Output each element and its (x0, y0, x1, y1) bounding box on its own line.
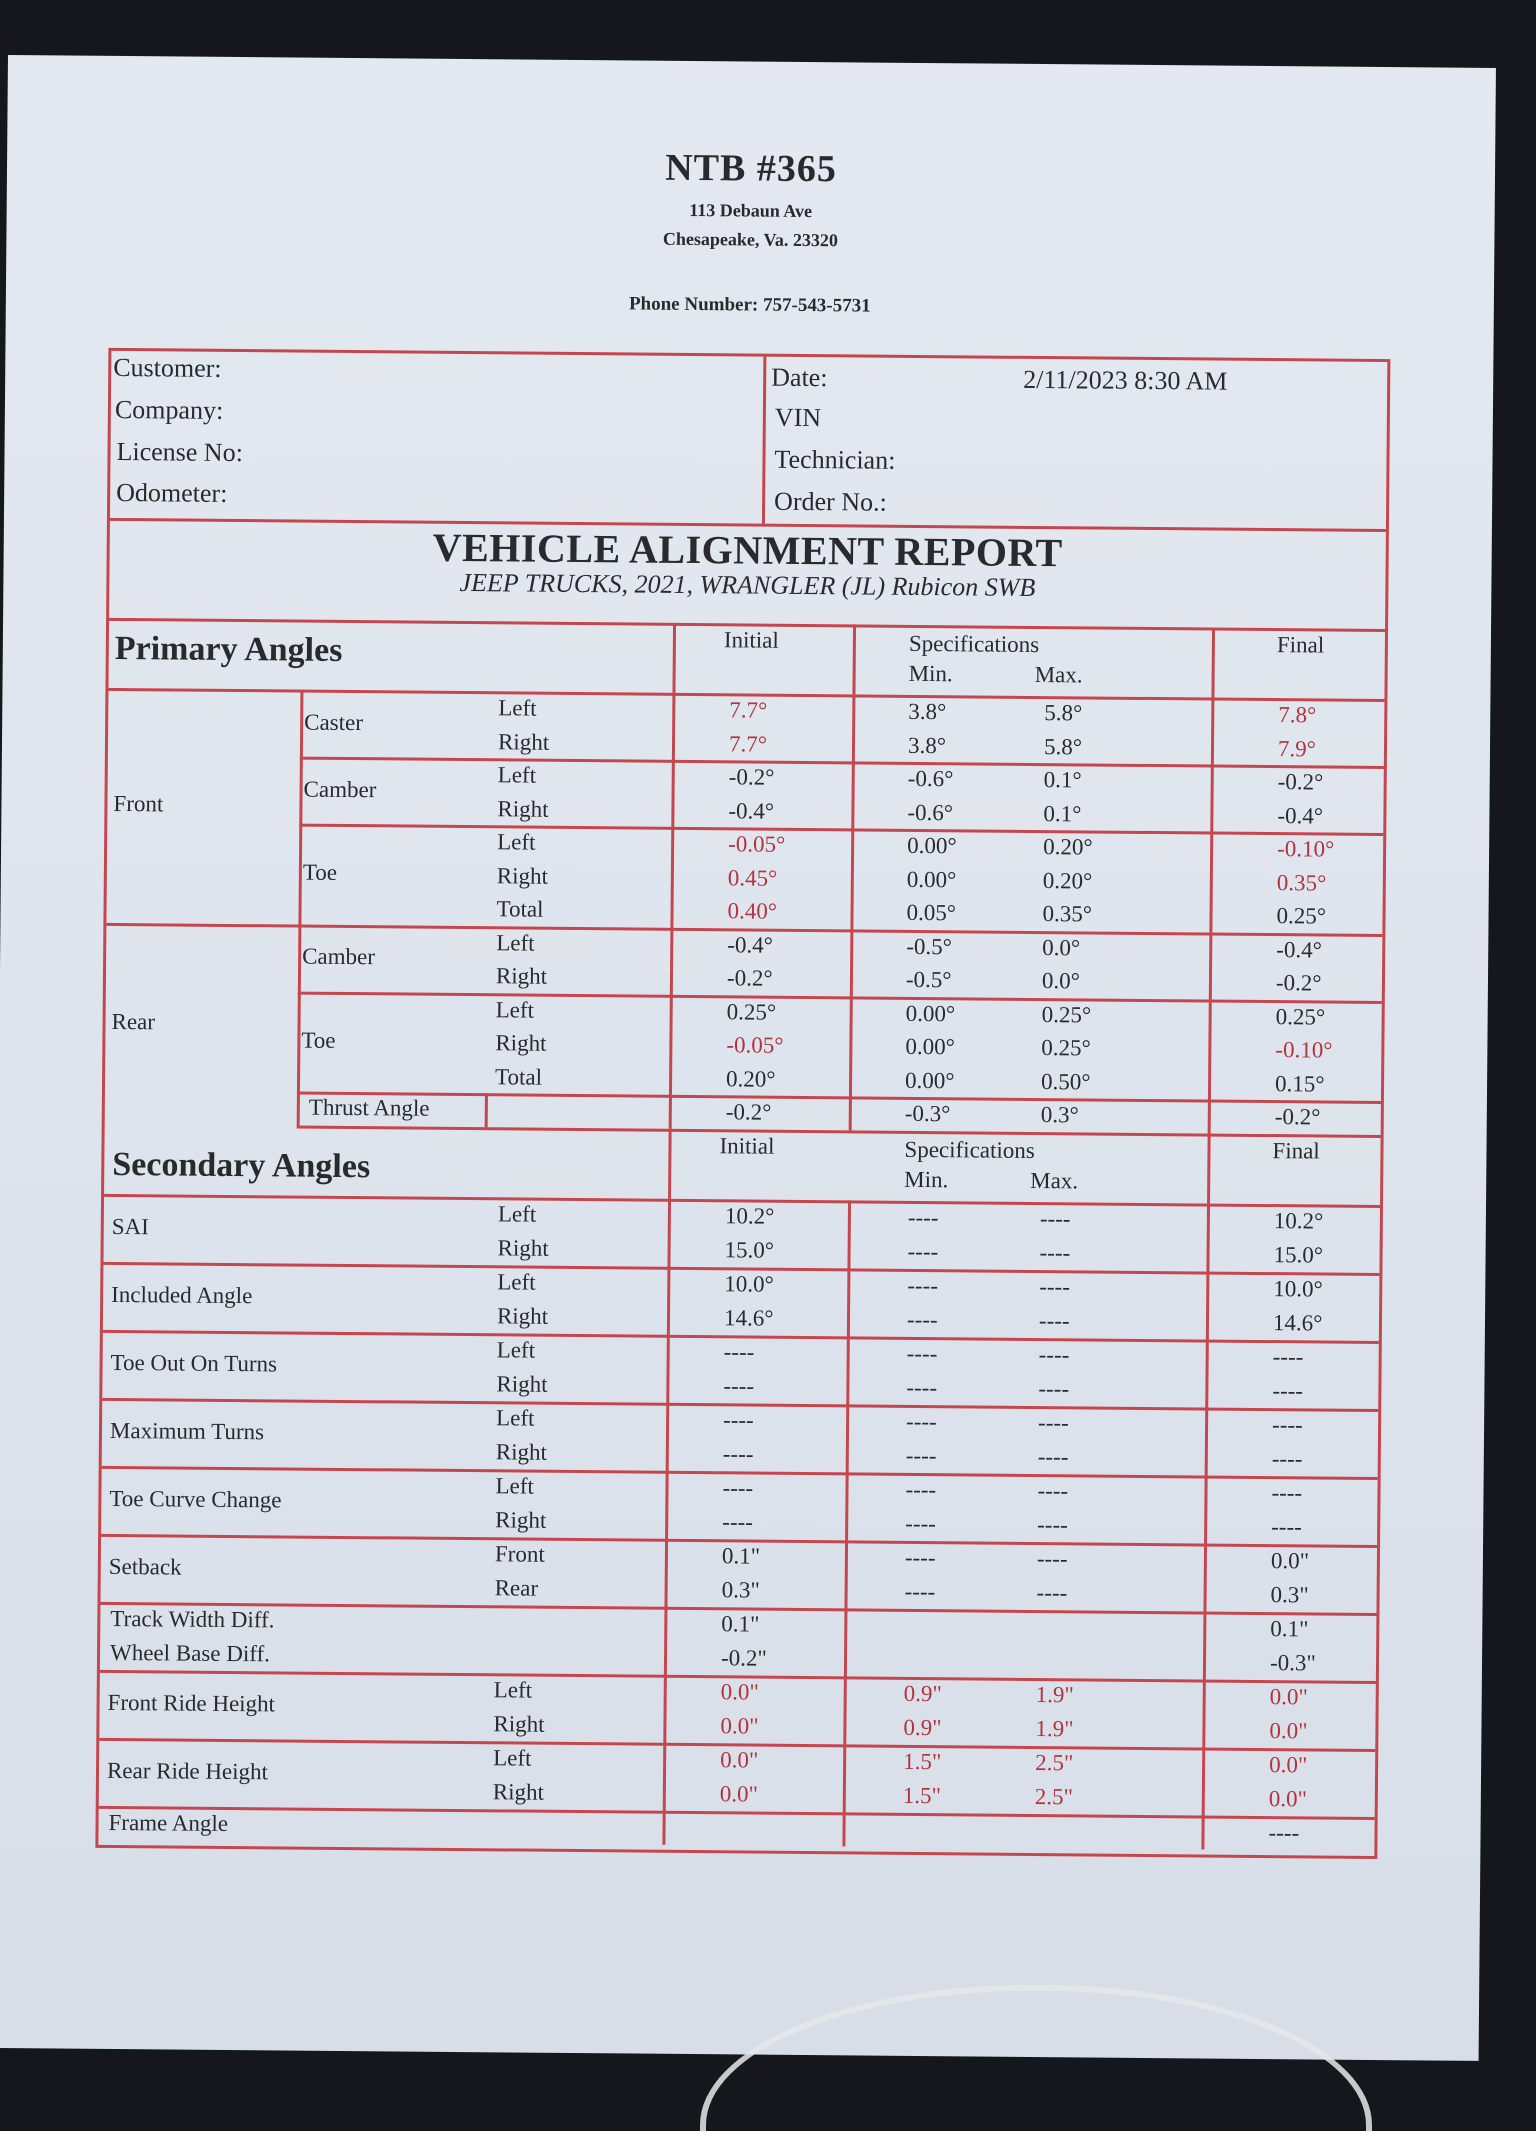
initial-value: -0.4° (728, 797, 775, 824)
side-label: Right (495, 1506, 547, 1533)
spec-min-value: -0.6° (907, 799, 954, 825)
final-value: 14.6° (1272, 1309, 1323, 1336)
side-label: Right (497, 728, 550, 755)
spec-min-value: ---- (907, 1204, 939, 1230)
final-value: 15.0° (1273, 1241, 1324, 1268)
initial-value: 0.45° (727, 864, 778, 891)
spec-max-value: 0.20° (1042, 867, 1093, 893)
report-title-block (109, 518, 1386, 632)
side-label: Left (497, 762, 537, 788)
technician-label: Technician: (774, 444, 896, 475)
address-line-2: Chesapeake, Va. 23320 (662, 228, 839, 251)
final-value: -0.4° (1276, 936, 1322, 962)
side-label: Right (495, 1438, 548, 1465)
initial-value: 0.20° (725, 1065, 776, 1092)
spec-max-value: 0.25° (1041, 1035, 1091, 1061)
spec-max-value: 2.5" (1034, 1783, 1074, 1809)
angle-label: Caster (304, 709, 364, 735)
final-value: 0.25° (1276, 903, 1327, 929)
shop-header (6, 140, 1495, 323)
spec-min-value: ---- (907, 1238, 939, 1264)
secondary-angle-label: Track Width Diff. (110, 1605, 275, 1632)
spec-max-value: ---- (1038, 1375, 1070, 1401)
group-label: Rear (111, 1008, 156, 1035)
final-value: 10.0° (1273, 1275, 1323, 1302)
spec-max-value: ---- (1037, 1511, 1068, 1537)
initial-value: 0.3" (721, 1576, 760, 1603)
initial-value: 0.25° (726, 998, 777, 1025)
vehicle-description: JEEP TRUCKS, 2021, WRANGLER (JL) Rubicon SWB (459, 567, 1036, 602)
spec-column-divider (842, 1200, 851, 1846)
final-value: 0.0" (1269, 1751, 1308, 1777)
spec-min-value: ---- (907, 1272, 939, 1298)
spec-max-value: 1.9" (1035, 1681, 1074, 1707)
address-line-1: 113 Debaun Ave (689, 199, 813, 222)
shop-address (6, 190, 1494, 261)
initial-value: 0.0" (720, 1712, 759, 1739)
angle-divider (300, 757, 1384, 769)
final-value: 0.35° (1276, 869, 1327, 896)
spec-max-value: 0.0° (1041, 968, 1081, 994)
spec-min-value: 0.00° (904, 1067, 955, 1093)
spec-min-value: ---- (905, 1476, 937, 1502)
initial-value: 0.40° (727, 898, 778, 924)
report-title: VEHICLE ALIGNMENT REPORT (432, 524, 1063, 576)
initial-value: ---- (723, 1372, 755, 1399)
spec-max-value: 5.8° (1044, 700, 1083, 726)
side-label: Right (496, 1370, 548, 1397)
date-label: Date: (771, 362, 828, 393)
alignment-report-sheet (0, 55, 1496, 2061)
initial-value: -0.05° (726, 1032, 784, 1058)
side-label: Front (494, 1540, 545, 1567)
initial-value: 10.0° (724, 1270, 774, 1297)
spec-max-value: ---- (1036, 1579, 1068, 1605)
spec-max-value: 0.1° (1043, 767, 1082, 793)
side-label: Left (496, 1336, 536, 1363)
final-value: ---- (1272, 1377, 1304, 1403)
date-value: 2/11/2023 8:30 AM (1023, 364, 1228, 396)
spec-max-value: 2.5" (1035, 1749, 1074, 1775)
thrust-divider (485, 1093, 488, 1127)
spec-min-value: 1.5" (902, 1782, 942, 1808)
final-value: ---- (1271, 1479, 1303, 1505)
secondary-angle-label: SAI (111, 1213, 149, 1239)
final-header: Final (1276, 632, 1325, 658)
customer-label: Customer: (113, 352, 222, 383)
spec-max-value: ---- (1039, 1239, 1071, 1265)
license-label: License No: (116, 436, 244, 468)
final-column-divider (1201, 1203, 1210, 1849)
initial-value: 0.1" (721, 1610, 760, 1637)
side-label: Left (497, 1268, 536, 1295)
final-value: 10.2° (1273, 1207, 1324, 1234)
side-label: Left (495, 996, 535, 1023)
spec-max-value: ---- (1037, 1443, 1069, 1469)
initial-column-divider (668, 1128, 672, 1198)
spec-min-value: ---- (904, 1578, 936, 1604)
angle-divider (297, 1125, 1381, 1137)
group-label: Front (113, 791, 164, 817)
final-value: -0.4° (1277, 802, 1324, 829)
spec-min-value: 0.9" (903, 1680, 942, 1706)
spec-min-value: ---- (905, 1510, 936, 1536)
angle-label: Camber (302, 943, 376, 970)
spec-min-value: 3.8° (907, 732, 947, 758)
final-value: 0.3" (1270, 1581, 1309, 1607)
side-label: Right (497, 795, 549, 822)
initial-value: -0.05° (728, 831, 786, 857)
initial-value: -0.2° (726, 965, 773, 991)
spec-max-value: ---- (1038, 1409, 1069, 1435)
final-value: 7.8° (1278, 702, 1317, 728)
secondary-angle-label: Frame Angle (108, 1809, 229, 1836)
spec-min-value: 0.00° (905, 1033, 955, 1060)
side-label: Left (495, 1472, 534, 1499)
side-label: Rear (494, 1574, 539, 1601)
initial-value: ---- (722, 1508, 753, 1535)
spec-max-value: 1.9" (1035, 1715, 1074, 1741)
final-value: 0.0" (1270, 1547, 1310, 1573)
final-value: ---- (1271, 1513, 1302, 1539)
spec-min-value: -0.5° (906, 933, 952, 959)
side-label: Total (494, 1063, 543, 1090)
spec-max-value: ---- (1038, 1307, 1070, 1333)
secondary-angles-heading: Secondary Angles (112, 1145, 371, 1185)
primary-angles-heading: Primary Angles (114, 629, 343, 669)
spec-min-value: 1.5" (903, 1748, 942, 1774)
angle-label: Camber (303, 776, 377, 802)
info-divider (762, 357, 766, 524)
side-label: Left (496, 929, 535, 956)
final-value: -0.10° (1275, 1037, 1333, 1063)
side-label: Right (496, 862, 549, 889)
spec-min-value: ---- (906, 1408, 937, 1434)
spec-max-value: 0.50° (1040, 1068, 1091, 1094)
secondary-angle-label: Front Ride Height (107, 1689, 276, 1716)
specifications-header: Specifications (904, 1136, 1035, 1163)
angle-divider (297, 1092, 1381, 1104)
spec-column-divider (852, 624, 856, 694)
initial-value: 0.0" (720, 1678, 759, 1705)
spec-max-value: 0.25° (1041, 1001, 1092, 1027)
final-value: ---- (1268, 1819, 1300, 1845)
spec-max-value: ---- (1036, 1545, 1068, 1571)
initial-value: 15.0° (724, 1236, 775, 1263)
angle-divider (298, 991, 1382, 1003)
group-column-divider (297, 690, 304, 1126)
spec-min-value: -0.6° (907, 765, 954, 792)
spec-min-value: ---- (906, 1306, 938, 1332)
final-value: 7.9° (1277, 735, 1317, 761)
spec-min-value: -0.5° (905, 966, 952, 993)
initial-column-divider (662, 1198, 671, 1844)
secondary-angle-label: Wheel Base Diff. (109, 1639, 271, 1666)
spec-max-value: 0.0° (1042, 934, 1081, 960)
initial-value: ---- (722, 1440, 754, 1467)
max-header: Max. (1034, 661, 1083, 688)
final-column-divider (1211, 628, 1215, 698)
side-label: Left (493, 1676, 533, 1703)
spec-max-value: 0.3° (1040, 1102, 1079, 1128)
vin-label: VIN (774, 402, 822, 433)
company-label: Company: (114, 394, 224, 425)
initial-value: -0.2" (720, 1644, 767, 1671)
initial-value: ---- (722, 1474, 754, 1501)
side-label: Left (493, 1744, 532, 1771)
final-column-divider (1207, 1133, 1211, 1203)
side-label: Right (497, 1234, 549, 1261)
specifications-header: Specifications (908, 630, 1040, 658)
final-value: -0.2° (1275, 970, 1322, 996)
side-label: Right (496, 1302, 549, 1329)
secondary-angle-label: Rear Ride Height (106, 1757, 269, 1784)
secondary-angle-label: Maximum Turns (109, 1417, 265, 1444)
final-value: 0.0" (1268, 1785, 1308, 1811)
spec-max-value: ---- (1039, 1205, 1071, 1231)
side-label: Left (498, 695, 537, 721)
final-value: 0.0" (1269, 1683, 1308, 1709)
final-value: -0.2° (1277, 769, 1324, 795)
final-value: ---- (1271, 1445, 1303, 1471)
angle-label: Toe (301, 1027, 336, 1053)
initial-value: 0.0" (719, 1780, 759, 1807)
initial-header: Initial (719, 1132, 775, 1159)
spec-max-value: 5.8° (1043, 733, 1083, 759)
side-label: Left (496, 1404, 535, 1431)
final-value: ---- (1272, 1343, 1304, 1369)
spec-min-value: ---- (906, 1374, 938, 1400)
spec-min-value: ---- (904, 1544, 936, 1570)
min-header: Min. (904, 1166, 949, 1192)
initial-value: 0.1" (721, 1542, 761, 1569)
spec-column-divider (849, 694, 856, 1130)
side-label: Total (496, 896, 544, 922)
angle-divider (299, 824, 1383, 836)
spec-min-value: -0.3° (904, 1100, 951, 1127)
initial-value: 7.7° (729, 697, 768, 723)
odometer-label: Odometer: (116, 477, 228, 508)
final-value: ---- (1271, 1411, 1303, 1437)
initial-value: -0.4° (727, 931, 773, 958)
initial-value: ---- (723, 1338, 755, 1365)
initial-column-divider (669, 693, 676, 1129)
initial-value: 7.7° (728, 730, 768, 757)
spec-min-value: 0.05° (906, 899, 957, 926)
final-header: Final (1272, 1137, 1320, 1163)
side-label: Right (492, 1778, 545, 1805)
report-table (95, 348, 1390, 1859)
spec-max-value: 0.20° (1043, 834, 1093, 860)
secondary-angle-label: Toe Curve Change (109, 1485, 282, 1512)
final-value: -0.10° (1277, 836, 1335, 862)
initial-column-divider (672, 623, 676, 693)
spec-min-value: 0.00° (907, 832, 957, 859)
spec-max-value: ---- (1037, 1477, 1069, 1503)
side-label: Right (495, 963, 548, 989)
spec-min-value: 0.00° (906, 866, 957, 892)
angle-label: Toe (302, 859, 338, 886)
order-label: Order No.: (774, 486, 887, 517)
max-header: Max. (1030, 1167, 1079, 1193)
initial-value: 10.2° (724, 1202, 775, 1229)
customer-info-block (110, 351, 1387, 532)
initial-header: Initial (723, 627, 779, 653)
final-value: -0.3" (1269, 1649, 1316, 1675)
angle-label: Thrust Angle (308, 1094, 430, 1121)
side-label: Left (497, 1200, 537, 1227)
secondary-row-divider (99, 1805, 1375, 1819)
final-value: -0.2° (1274, 1104, 1321, 1130)
final-value: 0.25° (1275, 1003, 1326, 1030)
final-value: 0.0" (1269, 1717, 1308, 1743)
spec-max-value: ---- (1038, 1341, 1070, 1367)
final-value: 0.1" (1270, 1615, 1309, 1641)
side-label: Right (495, 1030, 547, 1056)
spec-min-value: 0.9" (903, 1714, 942, 1740)
spec-max-value: 0.1° (1043, 800, 1082, 826)
spec-max-value: ---- (1039, 1273, 1071, 1299)
secondary-angle-label: Setback (108, 1553, 182, 1580)
spec-max-value: 0.35° (1042, 901, 1093, 927)
secondary-angle-label: Toe Out On Turns (110, 1349, 278, 1376)
initial-value: 0.0" (720, 1746, 759, 1773)
initial-value: ---- (723, 1406, 754, 1433)
secondary-angle-label: Included Angle (111, 1281, 253, 1308)
shop-name: NTB #365 (665, 146, 838, 191)
spec-min-value: ---- (905, 1442, 937, 1468)
initial-value: -0.2° (728, 764, 775, 790)
initial-value: 14.6° (723, 1304, 774, 1331)
spec-min-value: 3.8° (908, 698, 947, 725)
final-column-divider (1208, 698, 1215, 1134)
spec-min-value: ---- (906, 1340, 938, 1366)
min-header: Min. (908, 660, 953, 687)
side-label: Left (497, 829, 536, 855)
initial-value: -0.2° (725, 1099, 772, 1125)
side-label: Right (493, 1710, 545, 1737)
shop-phone: Phone Number: 757-543-5731 (628, 293, 871, 317)
final-value: 0.15° (1274, 1070, 1325, 1097)
spec-min-value: 0.00° (905, 1000, 956, 1026)
